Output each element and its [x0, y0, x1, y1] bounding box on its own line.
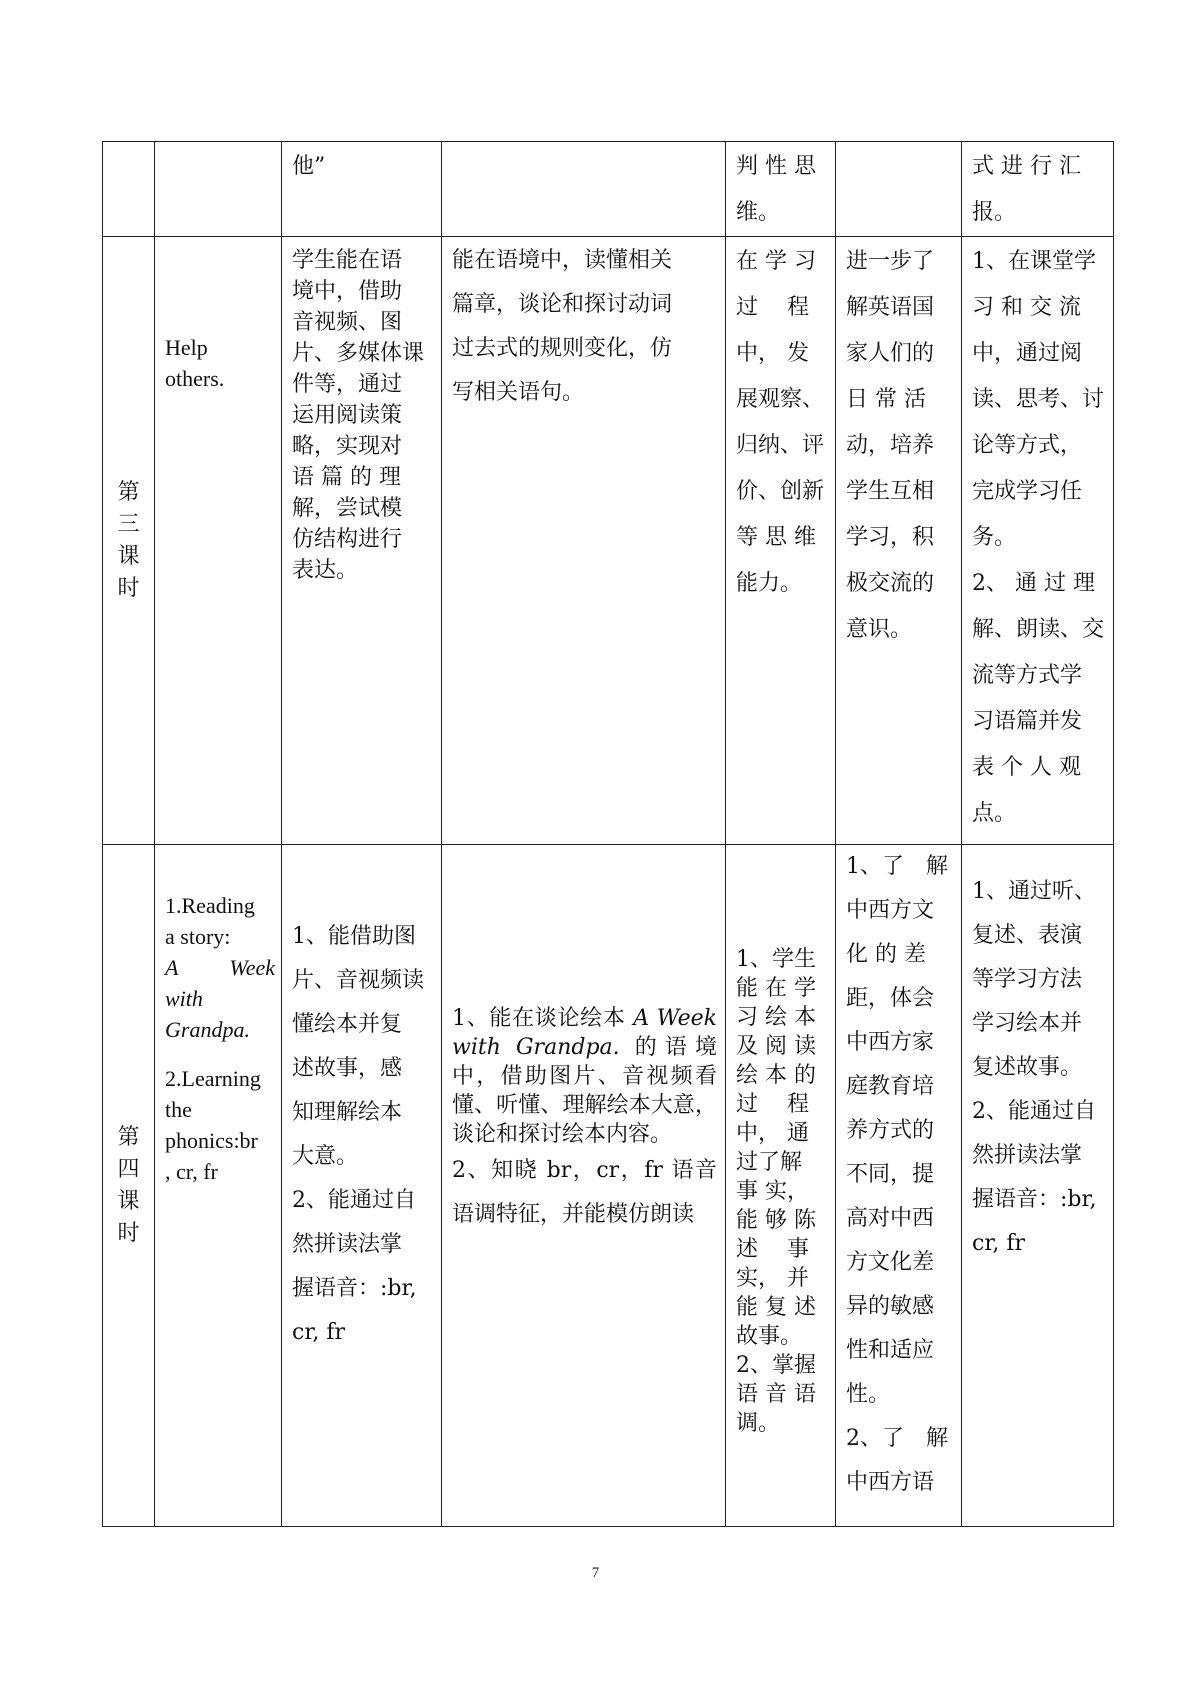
lesson-plan-table: [102, 141, 1114, 1527]
col5-cell: [726, 237, 836, 845]
table-row-lesson-4: [103, 845, 1114, 1527]
lesson-cell: [103, 142, 155, 237]
col7-cell: [962, 237, 1114, 845]
col6-text: 1、了 解 中西方文 化 的 差 距，体会 中西方家 庭教育培 养方式的 不同，提 高对中西 方文化差 异的敏感 性和适应 性。 2、了 解 中西方语: [846, 854, 948, 1495]
col5-cell: [726, 845, 836, 1527]
col4-cell: [442, 237, 726, 845]
topic-line: , cr, fr: [165, 1159, 218, 1184]
col6-cell: [836, 237, 962, 845]
col4-text-prefix: 1、能在谈论绘本: [452, 1006, 634, 1031]
col5-text: 在 学 习 过 程 中， 发 展观察、 归纳、评 价、创新 等 思 维 能力。: [736, 249, 825, 596]
col5-text: 1、学生 能 在 学 习 绘 本 及 阅 读 绘 本 的 过 程 中， 通 过了解 事 实， 能 够 陈 述 事 实， 并 能 复 述 故事。 2、掌握 语 音 语 调。: [736, 947, 816, 1436]
col4-text: [442, 142, 725, 144]
topic-line: a story:: [165, 924, 231, 949]
topic-cell: [155, 237, 282, 845]
col4-cell: [442, 142, 726, 237]
col7-cell: [962, 142, 1114, 237]
col3-text: 他”: [292, 154, 326, 179]
col4-cell: [442, 845, 726, 1527]
story-title-line: [165, 952, 275, 983]
topic-cell: [155, 142, 282, 237]
topic-line: 2.Learning: [165, 1066, 261, 1091]
topic-block: [155, 845, 281, 1187]
lesson-label: 第 四 课 时: [117, 1124, 140, 1246]
col7-text: 式 进 行 汇 报。: [972, 154, 1081, 225]
col4-text: 能在语境中，读懂相关 篇章，谈论和探讨动词 过去式的规则变化，仿 写相关语句。: [452, 248, 673, 405]
lesson-cell: [103, 237, 155, 845]
topic-cell: [155, 845, 282, 1527]
lesson-label: 第 三 课 时: [117, 479, 140, 601]
story-title-word: with: [165, 986, 203, 1011]
col6-text: [836, 142, 961, 144]
col3-cell: [282, 237, 442, 845]
story-title-word: A: [165, 955, 179, 980]
col4-text-suffix: 的语境中，借助图片、音视频看懂、听懂、理解绘本大意，谈论和探讨绘本内容。: [452, 1035, 717, 1147]
page-number: 7: [591, 1565, 600, 1581]
story-title-word: Week: [229, 955, 275, 980]
topic-item-reading: [165, 890, 275, 1045]
col3-cell: [282, 845, 442, 1527]
col7-text: 1、在课堂学 习 和 交 流 中，通过阅 读、思考、讨 论等方式， 完成学习任 务。 2、 通 过 理 解、朗读、交 流等方式学 习语篇并发 表 个 人 观 点。: [972, 249, 1105, 826]
table-row-lesson-3: [103, 237, 1114, 845]
col5-text: 判 性 思 维。: [736, 154, 816, 225]
topic-text: [155, 142, 281, 150]
topic-text: Help others.: [165, 335, 225, 391]
lesson-cell: [103, 845, 155, 1527]
col4-text: [442, 845, 725, 1266]
col7-text: 1、通过听、 复述、表演 等学习方法 学习绘本并 复述故事。 2、能通过自 然拼读法掌 握语音：:br, cr, fr: [972, 879, 1097, 1256]
col3-text: 1、能借助图 片、音视频读 懂绘本并复 述故事，感 知理解绘本 大意。 2、能通过自 然拼读法掌 握语音：:br, cr, fr: [292, 924, 425, 1345]
table-row-continued: [103, 142, 1114, 237]
topic-line: 1.Reading: [165, 893, 255, 918]
col3-cell: [282, 142, 442, 237]
story-title-word: Grandpa.: [165, 1017, 250, 1042]
col5-cell: [726, 142, 836, 237]
topic-line: phonics:br: [165, 1128, 258, 1153]
col4-text-second: 2、知晓 br，cr，fr 语音语调特征，并能模仿朗读: [452, 1158, 717, 1227]
col6-cell: [836, 845, 962, 1527]
story-title: A Week with Grandpa.: [452, 1006, 717, 1060]
col6-cell: [836, 142, 962, 237]
col6-text: 进一步了 解英语国 家人们的 日 常 活 动，培养 学生互相 学习，积 极交流的 意识。: [846, 249, 935, 642]
topic-line: the: [165, 1097, 192, 1122]
topic-item-phonics: [165, 1063, 275, 1187]
col7-cell: [962, 845, 1114, 1527]
col3-text: 学生能在语 境中，借助 音视频、图 片、多媒体课 件等，通过 运用阅读策 略，实现对 语 篇 的 理 解，尝试模 仿结构进行 表达。: [292, 248, 425, 583]
